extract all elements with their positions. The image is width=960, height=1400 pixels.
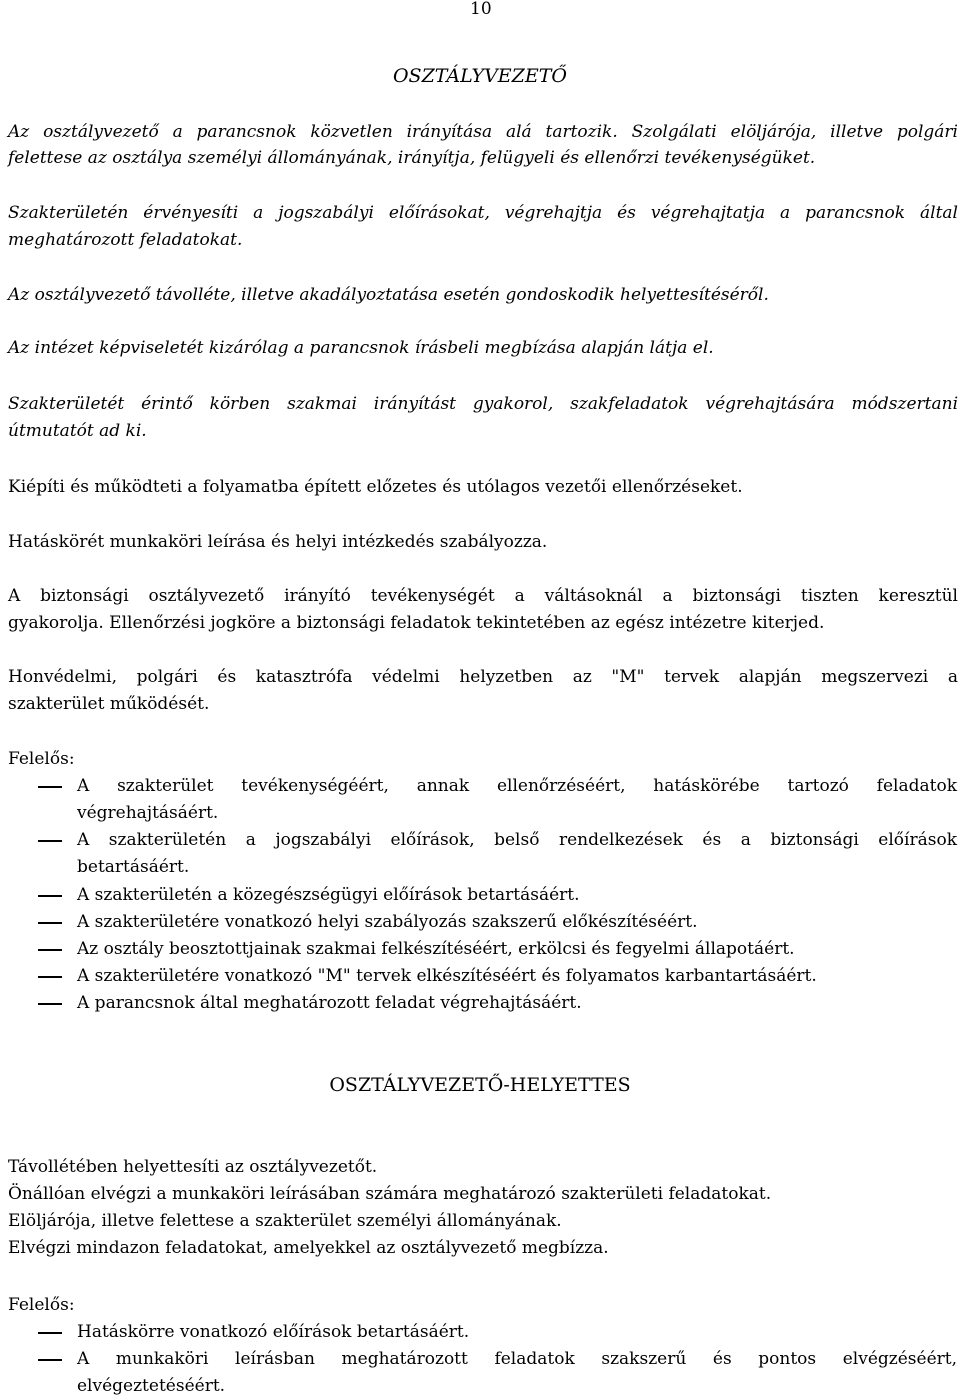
bullet-item: A munkaköri leírásban meghatározott feladatok szakszerű és pontos elvégzéséért,	[77, 1349, 957, 1369]
bullet-item: A szakterületén a jogszabályi előírások, belső rendelkezések és a biztonsági előírások	[77, 830, 957, 850]
bullet-dash	[38, 922, 62, 924]
paragraph-line: Az osztályvezető a parancsnok közvetlen irányítása alá tartozik. Szolgálati elöljárója, illetve polgári	[8, 122, 958, 142]
section-title-osztalyvezeto: OSZTÁLYVEZETŐ	[392, 65, 567, 87]
bullet-dash	[38, 949, 62, 951]
paragraph-line: Az osztályvezető távolléte, illetve akadályoztatása esetén gondoskodik helyettesítéséről.	[8, 285, 769, 305]
bullet-item: A parancsnok által meghatározott feladat végrehajtásáért.	[77, 993, 582, 1013]
bullet-dash	[38, 1332, 62, 1334]
responsible-label: Felelős:	[8, 749, 75, 769]
paragraph-line: Elvégzi mindazon feladatokat, amelyekkel az osztályvezető megbízza.	[8, 1238, 609, 1258]
bullet-item: A szakterületére vonatkozó "M" tervek elkészítéséért és folyamatos karbantartásáért.	[77, 966, 817, 986]
paragraph-line: Szakterületén érvényesíti a jogszabályi előírásokat, végrehajtja és végrehajtatja a parancsnok által	[8, 203, 958, 223]
page-number: 10	[470, 0, 492, 19]
paragraph-line: Távollétében helyettesíti az osztályvezetőt.	[8, 1157, 378, 1177]
bullet-dash	[38, 786, 62, 788]
paragraph-line: útmutatót ad ki.	[8, 421, 147, 441]
bullet-dash	[38, 976, 62, 978]
paragraph-line: Szakterületét érintő körben szakmai irányítást gyakorol, szakfeladatok végrehajtására módszertani	[8, 394, 958, 414]
paragraph-line: felettese az osztálya személyi állományának, irányítja, felügyeli és ellenőrzi tevékenységüket.	[8, 148, 816, 168]
paragraph-line: Elöljárója, illetve felettese a szakterület személyi állományának.	[8, 1211, 562, 1231]
bullet-item: Az osztály beosztottjainak szakmai felkészítéséért, erkölcsi és fegyelmi állapotáért.	[77, 939, 795, 959]
bullet-dash	[38, 1003, 62, 1005]
paragraph-line: gyakorolja. Ellenőrzési jogköre a biztonsági feladatok tekintetében az egész intézetre kiterjed.	[8, 613, 825, 633]
bullet-item-continuation: elvégeztetéséért.	[77, 1376, 226, 1396]
bullet-dash	[38, 895, 62, 897]
paragraph-line: Hatáskörét munkaköri leírása és helyi intézkedés szabályozza.	[8, 532, 548, 552]
bullet-item: A szakterületén a közegészségügyi előírások betartásáért.	[77, 885, 580, 905]
bullet-item-continuation: betartásáért.	[77, 857, 190, 877]
paragraph-line: Kiépíti és működteti a folyamatba épített előzetes és utólagos vezetői ellenőrzéseket.	[8, 477, 743, 497]
bullet-item-continuation: végrehajtásáért.	[77, 803, 219, 823]
section-title-osztalyvezeto-helyettes: OSZTÁLYVEZETŐ-HELYETTES	[329, 1074, 631, 1096]
paragraph-line: Honvédelmi, polgári és katasztrófa védelmi helyzetben az "M" tervek alapján megszervezi a	[8, 667, 958, 687]
paragraph-line: meghatározott feladatokat.	[8, 230, 243, 250]
bullet-item: Hatáskörre vonatkozó előírások betartásáért.	[77, 1322, 470, 1342]
paragraph-line: A biztonsági osztályvezető irányító tevékenységét a váltásoknál a biztonsági tiszten keresztül	[8, 586, 958, 606]
paragraph-line: Az intézet képviseletét kizárólag a parancsnok írásbeli megbízása alapján látja el.	[8, 338, 714, 358]
bullet-item: A szakterület tevékenységéért, annak ellenőrzéséért, hatáskörébe tartozó feladatok	[77, 776, 957, 796]
bullet-item: A szakterületére vonatkozó helyi szabályozás szakszerű előkészítéséért.	[77, 912, 698, 932]
responsible-label: Felelős:	[8, 1295, 75, 1315]
bullet-dash	[38, 840, 62, 842]
paragraph-line: Önállóan elvégzi a munkaköri leírásában számára meghatározó szakterületi feladatokat.	[8, 1184, 772, 1204]
bullet-dash	[38, 1359, 62, 1361]
paragraph-line: szakterület működését.	[8, 694, 210, 714]
